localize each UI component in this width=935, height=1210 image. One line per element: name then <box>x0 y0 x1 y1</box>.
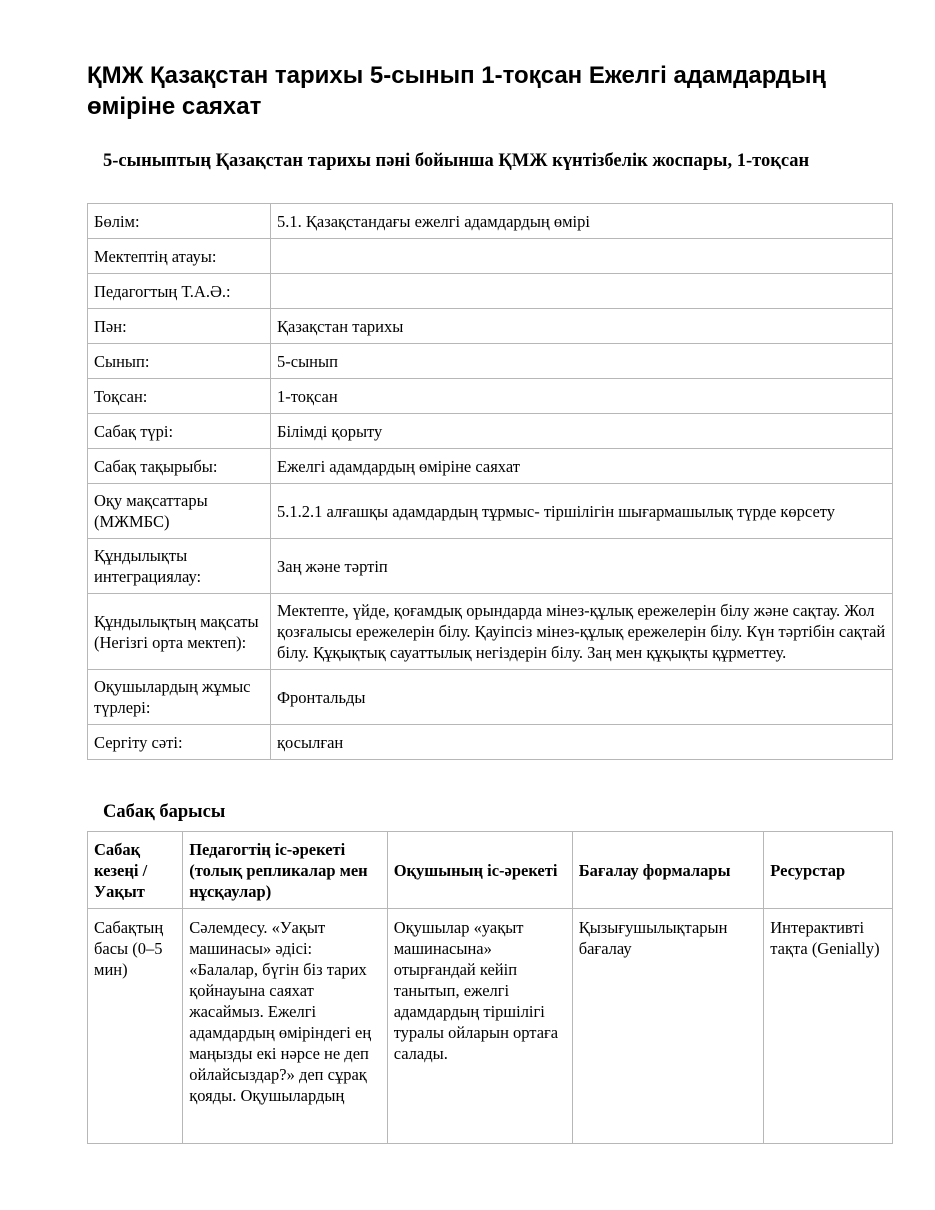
cell-resources: Интерактивті тақта (Genially) <box>764 909 893 1144</box>
table-header-row <box>88 832 893 909</box>
cell-stage: Сабақтың басы (0–5 мин) <box>88 909 183 1144</box>
info-label: Мектептің атауы: <box>88 239 271 274</box>
info-label: Тоқсан: <box>88 379 271 414</box>
table-row <box>88 379 893 414</box>
plan-heading: 5-сыныптың Қазақстан тарихы пәні бойынша ҚМЖ күнтізбелік жоспары, 1-тоқсан <box>103 151 810 171</box>
table-row <box>88 725 893 760</box>
info-value: 5.1. Қазақстандағы ежелгі адамдардың өмірі <box>271 204 893 239</box>
column-header-stage: Сабақ кезеңі / Уақыт <box>88 832 183 909</box>
info-value: Қазақстан тарихы <box>271 309 893 344</box>
column-header-assessment: Бағалау формалары <box>572 832 764 909</box>
info-label: Сынып: <box>88 344 271 379</box>
table-row <box>88 909 893 1144</box>
info-label: Сергіту сәті: <box>88 725 271 760</box>
table-row <box>88 414 893 449</box>
info-label: Оқу мақсаттары (МЖМБС) <box>88 484 271 539</box>
info-value: 5.1.2.1 алғашқы адамдардың тұрмыс- тіршілігін шығармашылық түрде көрсету <box>271 484 893 539</box>
info-value: 1-тоқсан <box>271 379 893 414</box>
info-value <box>271 239 893 274</box>
table-row <box>88 274 893 309</box>
table-row <box>88 449 893 484</box>
info-label: Оқушылардың жұмыс түрлері: <box>88 670 271 725</box>
column-header-resources: Ресурстар <box>764 832 893 909</box>
info-label: Сабақ түрі: <box>88 414 271 449</box>
info-label: Пән: <box>88 309 271 344</box>
cell-teacher-activity: Сәлемдесу. «Уақыт машинасы» әдісі: «Балалар, бүгін біз тарих қойнауына саяхат жасаймыз. Ежелгі адамдардың өміріндегі ең маңызды екі нәрсе не деп ойлайсыздар?» деп сұрақ қояды. Оқушылардың <box>183 909 387 1144</box>
table-row <box>88 539 893 594</box>
lesson-progress-heading: Сабақ барысы <box>103 802 226 822</box>
table-row <box>88 204 893 239</box>
info-value <box>271 274 893 309</box>
info-label: Құндылықты интеграциялау: <box>88 539 271 594</box>
page-title: ҚМЖ Қазақстан тарихы 5-сынып 1-тоқсан Ежелгі адамдардың өміріне саяхат <box>87 62 827 120</box>
info-value: Ежелгі адамдардың өміріне саяхат <box>271 449 893 484</box>
info-value: Білімді қорыту <box>271 414 893 449</box>
info-value: Мектепте, үйде, қоғамдық орындарда мінез-құлық ережелерін білу және сақтау. Жол қозғалысы ережелерін білу. Қауіпсіз мінез-құлық ережелерін білу. Күн тәртібін сақтай білу. Құқықтық сауаттылық негіздерін білу. Заң мен құқықты құрметтеу. <box>271 594 893 670</box>
column-header-teacher-activity: Педагогтің іс-әрекеті (толық репликалар мен нұсқаулар) <box>183 832 387 909</box>
info-label: Бөлім: <box>88 204 271 239</box>
info-value: Заң және тәртіп <box>271 539 893 594</box>
info-value: қосылған <box>271 725 893 760</box>
table-row <box>88 239 893 274</box>
table-row <box>88 309 893 344</box>
table-row <box>88 670 893 725</box>
info-value: Фронтальды <box>271 670 893 725</box>
info-label: Педагогтың Т.А.Ә.: <box>88 274 271 309</box>
lesson-progress-table <box>87 831 893 1144</box>
column-header-student-activity: Оқушының іс-әрекеті <box>387 832 572 909</box>
cell-student-activity: Оқушылар «уақыт машинасына» отырғандай кейіп танытып, ежелгі адамдардың тіршілігі туралы ойларын ортаға салады. <box>387 909 572 1144</box>
info-label: Құндылықтың мақсаты (Негізгі орта мектеп): <box>88 594 271 670</box>
table-row <box>88 484 893 539</box>
table-row <box>88 344 893 379</box>
cell-assessment: Қызығушылықтарын бағалау <box>572 909 764 1144</box>
info-value: 5-сынып <box>271 344 893 379</box>
lesson-info-table <box>87 203 893 760</box>
info-label: Сабақ тақырыбы: <box>88 449 271 484</box>
table-row <box>88 594 893 670</box>
